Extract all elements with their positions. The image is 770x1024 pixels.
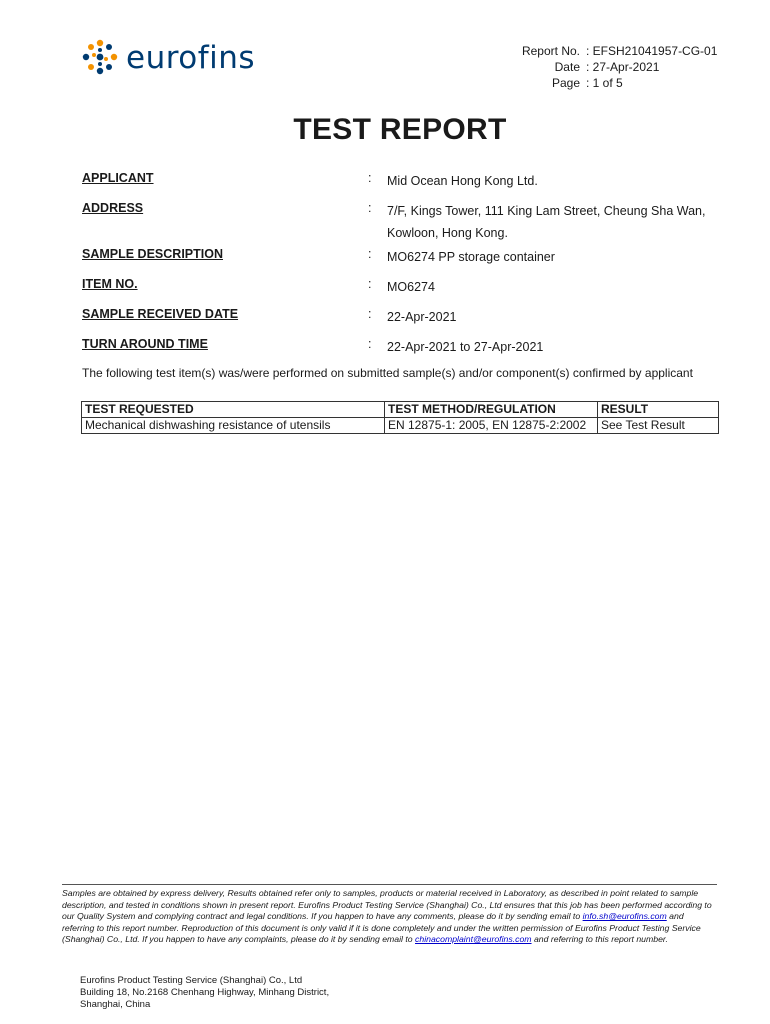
page-row: [505, 75, 717, 91]
date-label: Date: [554, 60, 580, 74]
sample-received-date-value: 22-Apr-2021: [387, 310, 457, 324]
address-line-2: Kowloon, Hong Kong.: [387, 226, 508, 240]
address-colon: :: [368, 201, 372, 215]
eurofins-dots-icon: [80, 38, 120, 78]
item-no-label: ITEM NO.: [82, 277, 138, 291]
address-line-1: 7/F, Kings Tower, 111 King Lam Street, Cheung Sha Wan,: [387, 204, 706, 218]
cell-result: See Test Result: [598, 418, 719, 434]
col-test-requested: TEST REQUESTED: [82, 402, 385, 418]
report-meta: [505, 43, 717, 91]
sample-received-date-label: SAMPLE RECEIVED DATE: [82, 307, 239, 321]
info-email-link[interactable]: info.sh@eurofins.com: [582, 911, 667, 921]
sample-description-value: MO6274 PP storage container: [387, 250, 555, 264]
applicant-colon: :: [368, 171, 372, 185]
footer-line-2: Building 18, No.2168 Chenhang Highway, Minhang District,: [80, 987, 330, 998]
tests-table: [81, 401, 719, 434]
page-label: Page: [551, 76, 580, 90]
cell-test-method: EN 12875-1: 2005, EN 12875-2:2002: [385, 418, 598, 434]
disclaimer-text-3: and referring to this report number.: [531, 934, 668, 944]
sample-description-colon: :: [368, 247, 372, 261]
table-header-row: [82, 402, 719, 418]
item-no-colon: :: [368, 277, 372, 291]
report-no-value: : EFSH21041957-CG-01: [586, 44, 718, 58]
date-row: [505, 59, 717, 75]
turn-around-time-colon: :: [368, 337, 372, 351]
page-title: TEST REPORT: [293, 113, 507, 146]
intro-text: The following test item(s) was/were performed on submitted sample(s) and/or component(s) confirmed by applicant: [82, 366, 693, 380]
page-value: : 1 of 5: [586, 76, 623, 90]
complaint-email-link[interactable]: chinacomplaint@eurofins.com: [415, 934, 532, 944]
turn-around-time-value: 22-Apr-2021 to 27-Apr-2021: [387, 340, 544, 354]
applicant-value: Mid Ocean Hong Kong Ltd.: [387, 174, 538, 188]
table-row: [82, 418, 719, 434]
disclaimer: [62, 884, 717, 946]
brand-name: eurofins: [126, 39, 256, 76]
cell-test-requested: Mechanical dishwashing resistance of utensils: [82, 418, 385, 434]
col-test-method: TEST METHOD/REGULATION: [385, 402, 598, 418]
footer-address: [80, 975, 329, 1011]
disclaimer-text-1: Samples are obtained by express delivery, Results obtained refer only to samples, products or material received in Laboratory, as described in point related to sample description, and tested in conditions shown in present report. Eurofins Product Testing Service (Shanghai) Co., Ltd ensures that this job has been performed according to our Quality System and complying contract and legal conditions. If you happen to have any comments, please do it by sending email to: [62, 888, 712, 921]
date-value: : 27-Apr-2021: [586, 60, 660, 74]
address-label: ADDRESS: [82, 201, 144, 215]
footer-line-3: Shanghai, China: [80, 999, 151, 1010]
footer-line-1: Eurofins Product Testing Service (Shanghai) Co., Ltd: [80, 975, 303, 986]
disclaimer-text-2: and referring to this report number. Reproduction of this document is only valid if it is done completely and under the written permission of Eurofins Product Testing Service (Shanghai) Co., Ltd. If you happen to have any complaints, please do it by sending email to: [62, 911, 701, 944]
report-no-row: [505, 43, 717, 59]
col-result: RESULT: [598, 402, 719, 418]
sample-received-date-colon: :: [368, 307, 372, 321]
turn-around-time-label: TURN AROUND TIME: [82, 337, 208, 351]
item-no-value: MO6274: [387, 280, 435, 294]
applicant-label: APPLICANT: [82, 171, 154, 185]
eurofins-logo: [80, 38, 255, 78]
address-value: [387, 200, 742, 244]
report-no-label: Report No.: [521, 44, 580, 58]
sample-description-label: SAMPLE DESCRIPTION: [82, 247, 223, 261]
